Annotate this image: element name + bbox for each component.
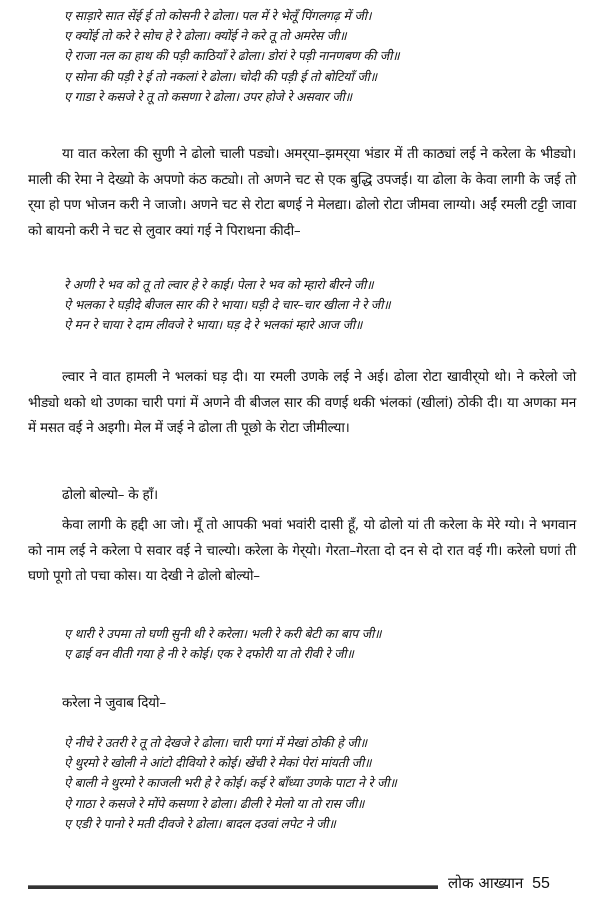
verse-line: ए थारी रे उपमा तो घणी सुनी थी रे करेला। भली रे करी बेटी का बाप जी॥ xyxy=(64,626,382,641)
verse-line: ऐ नीचे रे उतरी रे तू तो देखजे रे ढोला। चारी पगां में मेखां ठोकी हे जी॥ xyxy=(64,735,367,750)
book-title: लोक आख्यान xyxy=(448,874,524,892)
paragraph-1: या वात करेला की सुणी ने ढोलो चाली पड्यो। अमर्‌या–झमर्‌या भंडार में ती काठ्यां लई ने करेला के भीड्यो। माली की रेमा ने देख्यो के अपणो कंठ कट्यो। तो अणने चट से एक बुद्धि उपजई। या ढोला के केवा लागी के जई तो र्‌या हो पण भोजन करी ने जाजो। अणने चट से रोटा बणई ने मेलद्या। ढोलो रोटा जीमवा लाग्यो। अईं रमली टट्टी जावा को बायनो करी ने चट से लुवार क्यां गई ने पिराथना कीदी– xyxy=(28,146,576,239)
dialogue-line-1: ढोलो बोल्यो– के हाँ। xyxy=(62,487,158,503)
verse-line: ए साड़ारे सात सेंई ई तो कोसनी रे ढोला। पल में रे भेलूँ पिंगलगढ़ में जी। xyxy=(64,8,372,23)
verse-block-1 xyxy=(64,6,584,107)
verse-block-2 xyxy=(64,275,584,336)
verse-line: ऐ भलका रे घड़ीदे बीजल सार की रे भाया। घड़ी दे चार–चार खीला ने रे जी॥ xyxy=(64,297,391,313)
verse-line: ए सोना की पड़ी रे ई तो नकलां रे ढोला। चोदी की पड़ी ई तो बोटियाँ जी॥ xyxy=(64,68,377,84)
verse-line: ऐ गाठा रे कसजे रे मोंपे कसणा रे ढोला। ढीली रे मेलो या तो रास जी॥ xyxy=(64,795,365,811)
verse-line: ऐ राजा नल का हाथ की पड़ी काठियाँ रे ढोला। डोरां रे पड़ी नानणबण की जी॥ xyxy=(64,48,400,64)
verse-line: रे अणी रे भव को तू तो ल्वार हे रे काई। पेला रे भव को म्हारो बीरने जी॥ xyxy=(64,277,374,292)
verse-line: ऐ मन रे चाया रे दाम लीवजे रे भाया। घड़ दे रे भलकां म्हारे आज जी॥ xyxy=(64,317,363,333)
paragraph-3: केवा लागी के हद्दी आ जो। मूँ तो आपकी भवां भवांरी दासी हूँ, यो ढोलो यां ती करेला के मेरे ग्यो। ने भगवान को नाम लई ने करेला पे सवार वई ने चाल्यो। करेला के गेर्‌यो। गेरता–गेरता दो दन से दो रात वई गी। करेलो घणां ती घणो पूगो तो पचा कोस। या देखी ने ढोलो बोल्यो– xyxy=(28,517,576,585)
verse-block-4 xyxy=(64,733,584,834)
verse-line: ऐ बाली ने थुरमो रे काजली भरी हे रे कोई। कई रे बाँध्या उणके पाटा ने रे जी॥ xyxy=(64,775,397,791)
page-footer xyxy=(448,873,550,893)
verse-line: ए एडी रे पानो रे मती दीवजे रे ढोला। बादल दउवां लपेट ने जी॥ xyxy=(64,815,336,831)
verse-line: ऐ थुरमो रे खोली ने आंटो दीवियो रे कोई। खेंची रे मेकां पेरां मांयती जी॥ xyxy=(64,755,372,771)
verse-line: ए ढाई वन वीती गया हे नी रे कोई। एक रे दफोरी या तो रीवी रे जी॥ xyxy=(64,646,354,662)
verse-line: ए गाडा रे कसजे रे तू तो कसणा रे ढोला। उपर होजे रे असवार जी॥ xyxy=(64,88,352,104)
footer-rule xyxy=(28,885,438,889)
verse-line: ए क्योंई तो करे रे सोच हे रे ढोला। क्योंई ने करे तू तो अमरेस जी॥ xyxy=(64,28,347,44)
paragraph-2: ल्वार ने वात हामली ने भलकां घड़ दी। या रमली उणके लई ने अई। ढोला रोटा खावीर्‌यो थो। ने करेलो जो भीड्यो थको थो उणका चारी पगां में अणने वी बीजल सार की वणई थकी भंलकां (खीलां) ठोकी दी। या अणका मन में मसत वई ने अइगी। मेल में जई ने ढोला ती पूछो के रोटा जीमील्या। xyxy=(28,369,576,437)
page-number: 55 xyxy=(532,875,550,892)
verse-block-3 xyxy=(64,624,584,664)
dialogue-line-2: करेला ने जुवाब दियो– xyxy=(62,695,166,711)
